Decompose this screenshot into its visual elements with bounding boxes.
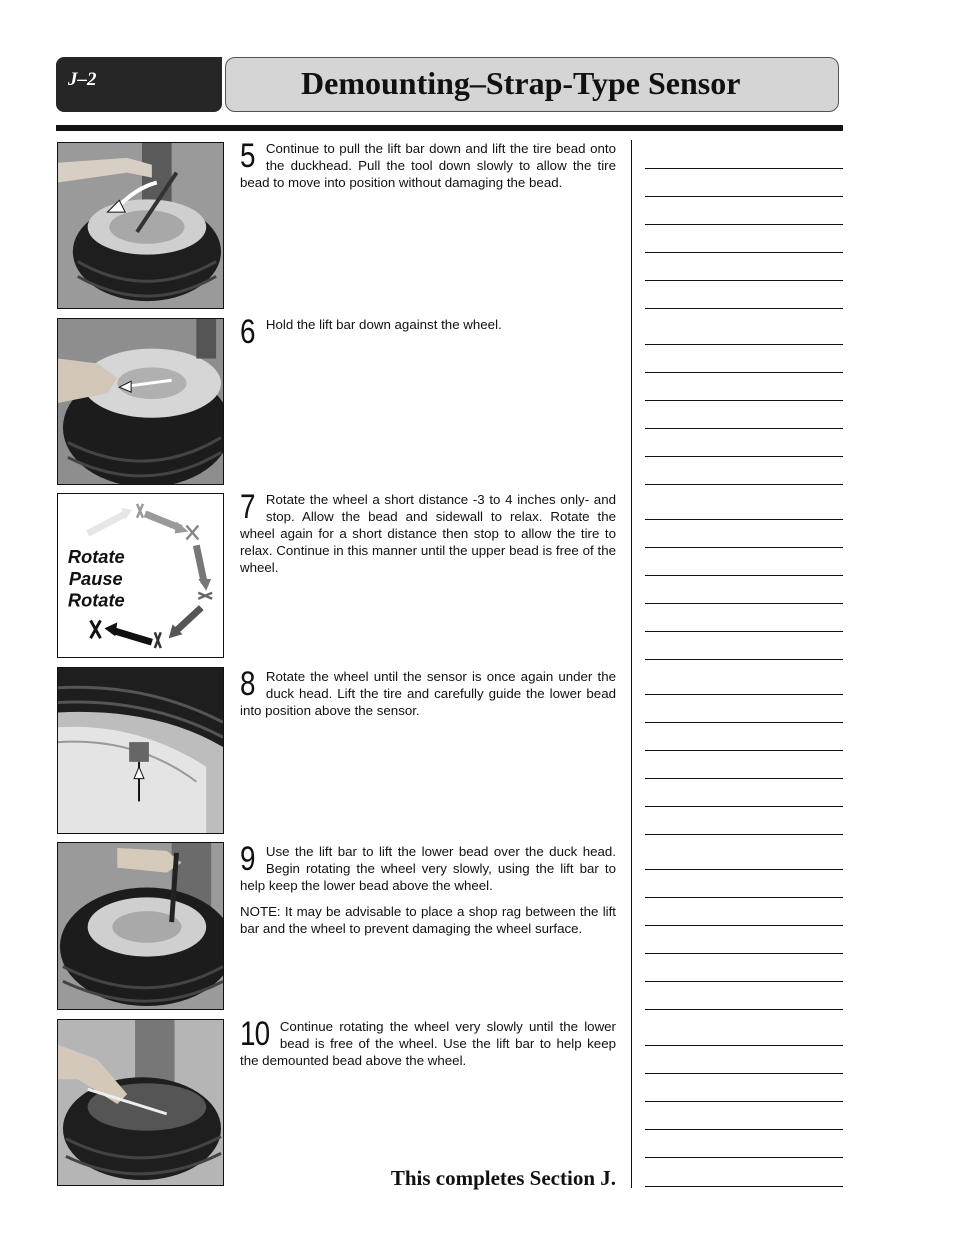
step-text: Rotate the wheel a short distance -3 to 4 inches only- and stop. Allow the bead and sidewall to relax. Rotate the wheel again for a short distance then stop to allow the tire to relax. Continue in this manner until the upper bead is free of the wheel. [240,492,616,575]
step-note: NOTE: It may be advisable to place a shop rag between the lift bar and the wheel to prevent damaging the wheel surface. [240,904,616,936]
note-line [645,196,843,197]
section-tab [56,57,222,112]
step-9 [240,840,616,946]
note-line [645,1186,843,1187]
step-10 [240,1015,616,1069]
note-line [645,603,843,604]
step-number: 6 [240,313,255,351]
note-line [645,981,843,982]
photo-step-6 [57,318,224,485]
rotate-pause-diagram [57,493,224,658]
section-complete-text: This completes Section J. [390,1166,616,1190]
note-line [645,953,843,954]
note-line [645,252,843,253]
step-text: Use the lift bar to lift the lower bead over the duck head. Begin rotating the wheel very slowly, using the lift bar to help keep the lower bead above the wheel. [240,844,616,893]
note-line [645,224,843,225]
note-line [645,547,843,548]
diagram-label-rotate-2: Rotate [67,589,125,611]
note-line [645,575,843,576]
note-line [645,1157,843,1158]
page-title: Demounting–Strap-Type Sensor [301,65,741,101]
note-line [645,778,843,779]
note-line [645,631,843,632]
note-line [645,168,843,169]
step-5 [240,137,616,191]
photo-step-10 [57,1019,224,1186]
step-text: Continue rotating the wheel very slowly until the lower bead is free of the wheel. Use the lift bar to help keep the demounted bead above the wheel. [240,1019,616,1068]
note-line [645,484,843,485]
step-number: 7 [240,488,255,526]
step-text: Rotate the wheel until the sensor is once again under the duck head. Lift the tire and carefully guide the lower bead into position above the sensor. [240,669,616,718]
notes-divider [631,140,632,1188]
note-line [645,280,843,281]
note-line [645,925,843,926]
step-8 [240,665,616,719]
section-label: J–2 [68,69,97,90]
diagram-label-rotate-1: Rotate [67,546,125,568]
step-text: Continue to pull the lift bar down and lift the tire bead onto the duckhead. Pull the tool down slowly to allow the tire bead to move into position without damaging the bead. [240,141,616,190]
photo-step-9 [57,842,224,1010]
note-line [645,1129,843,1130]
note-line [645,1073,843,1074]
photo-step-5 [57,142,224,309]
diagram-label-pause: Pause [68,567,123,589]
note-line [645,519,843,520]
step-6 [240,313,616,351]
note-line [645,372,843,373]
note-line [645,308,843,309]
step-7 [240,488,616,576]
note-line [645,869,843,870]
note-line [645,1045,843,1046]
note-line [645,897,843,898]
step-number: 9 [240,840,255,878]
header-rule [56,125,843,131]
note-line [645,344,843,345]
note-line [645,806,843,807]
note-line [645,659,843,660]
step-number: 10 [240,1015,270,1053]
note-line [645,428,843,429]
note-line [645,1009,843,1010]
note-line [645,400,843,401]
note-line [645,750,843,751]
note-line [645,1101,843,1102]
note-line [645,456,843,457]
note-line [645,722,843,723]
photo-step-8 [57,667,224,834]
step-number: 5 [240,137,255,175]
step-number: 8 [240,665,255,703]
step-text: Hold the lift bar down against the wheel. [265,317,502,332]
title-banner [225,57,839,112]
note-line [645,694,843,695]
note-line [645,834,843,835]
